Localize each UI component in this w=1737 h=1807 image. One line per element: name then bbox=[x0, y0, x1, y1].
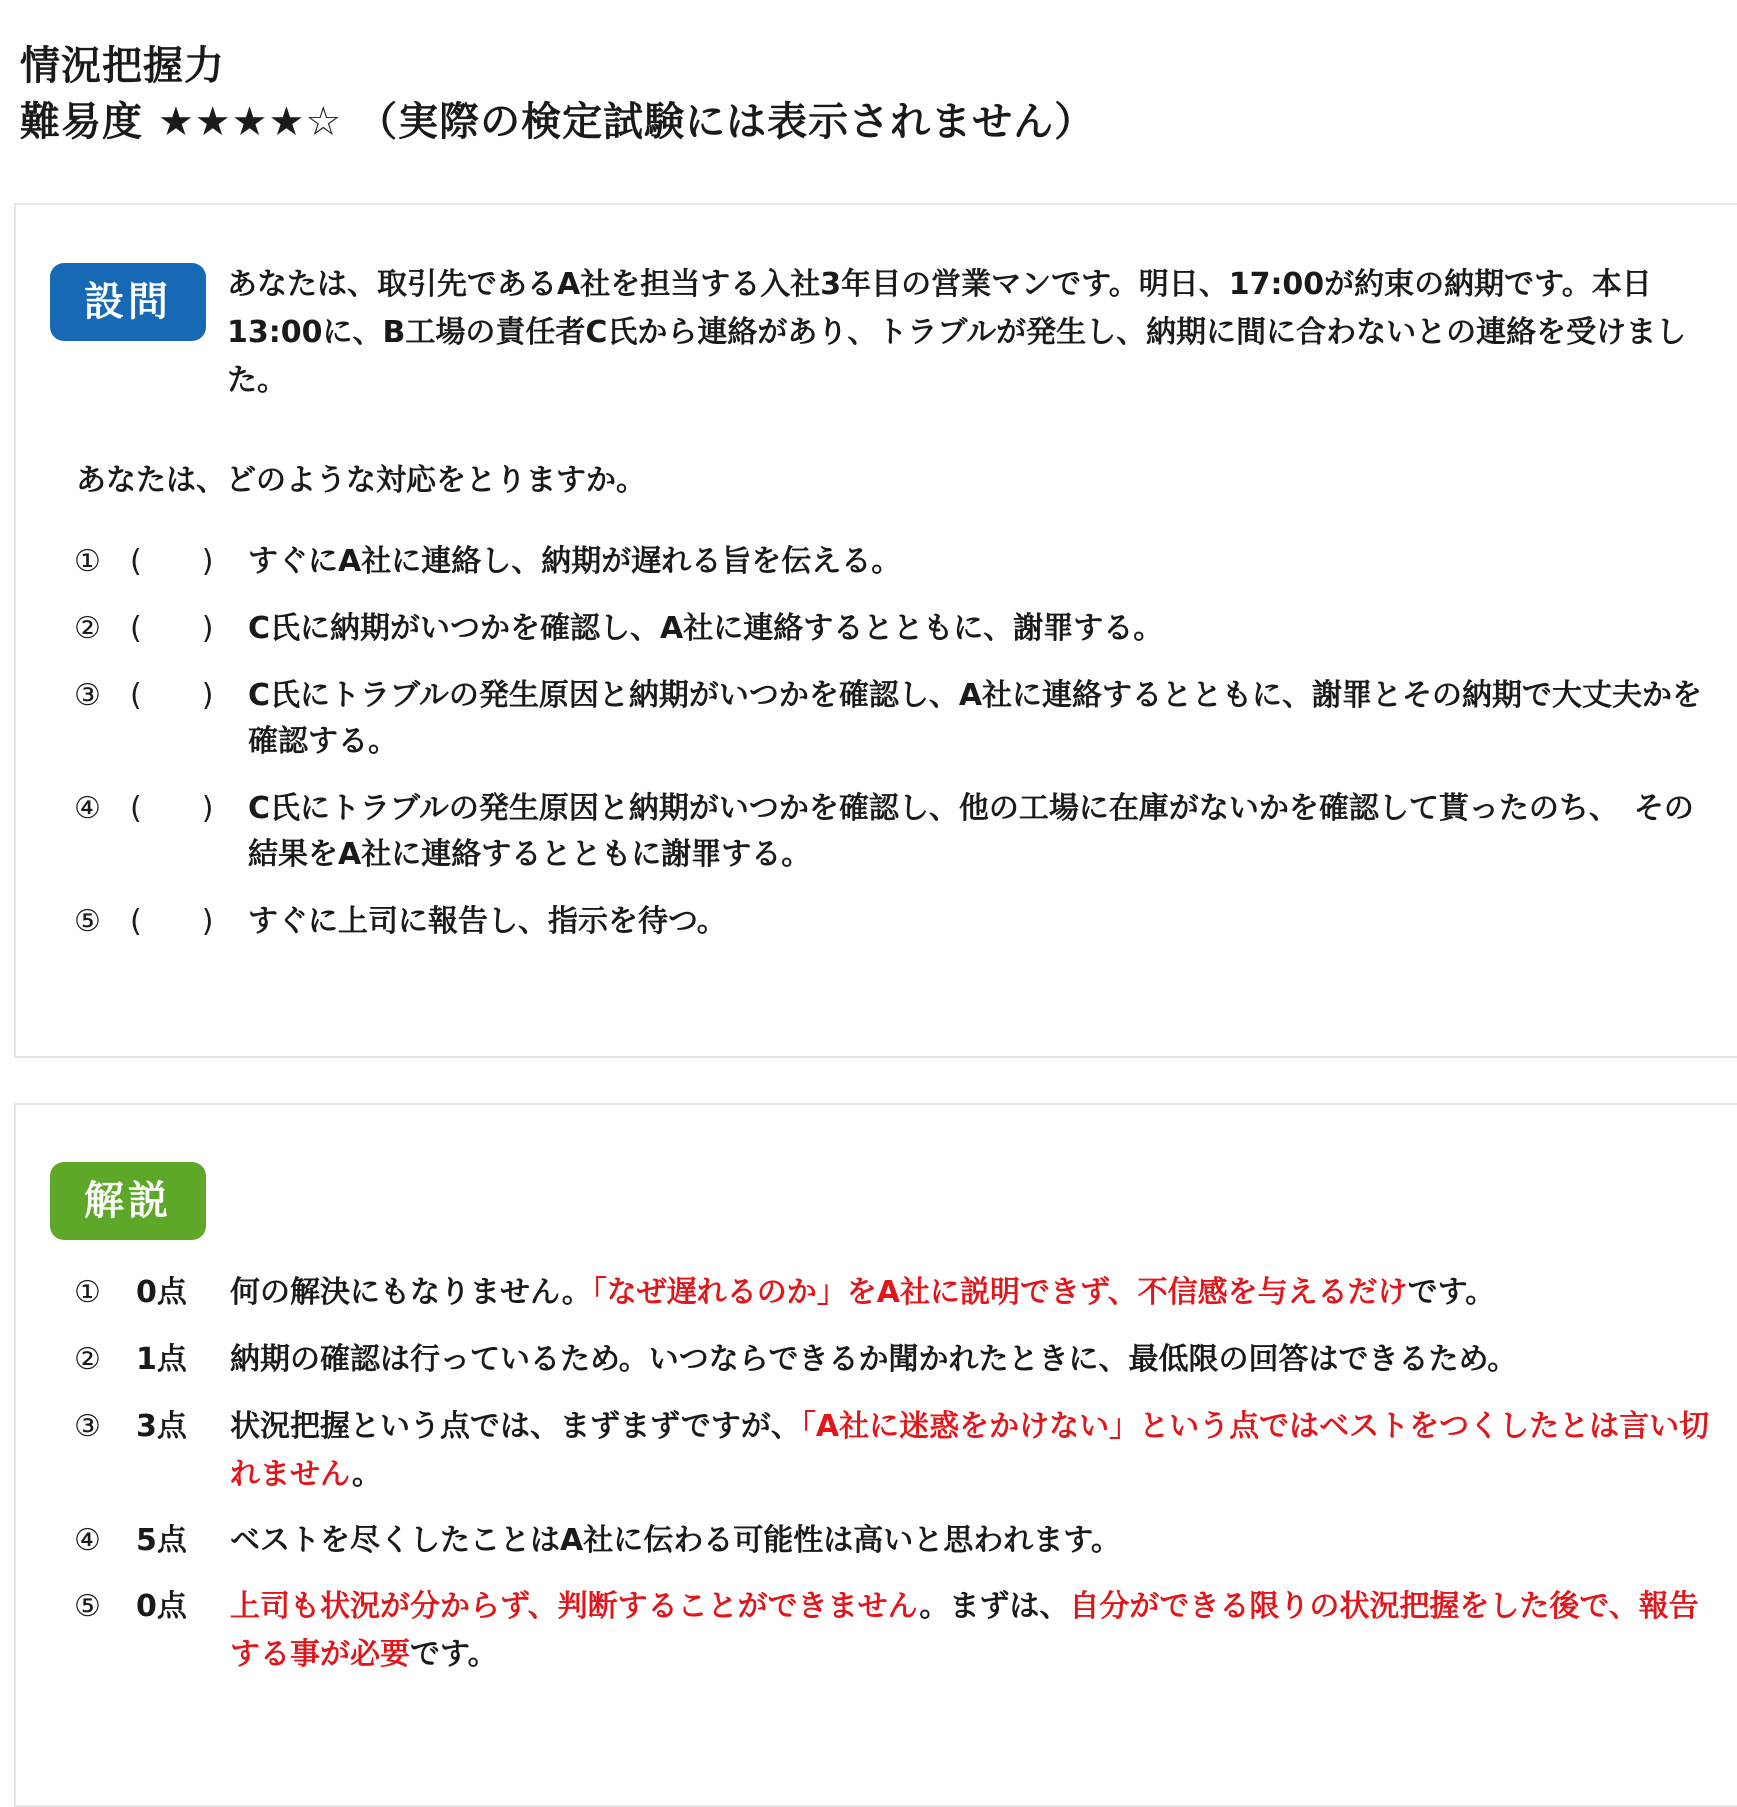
question-prompt: あなたは、どのような対応をとりますか。 bbox=[76, 463, 646, 498]
answer-text-plain: 何の解決にもなりません。 bbox=[230, 1275, 592, 1310]
answer-text bbox=[230, 1403, 1714, 1499]
explanation-panel bbox=[14, 1103, 1737, 1807]
answer-text-plain: 。まずは、 bbox=[919, 1589, 1070, 1624]
option-text: C氏に納期がいつかを確認し、A社に連絡するとともに、謝罪する。 bbox=[248, 611, 1164, 646]
answer-item-4 bbox=[74, 1517, 1714, 1565]
option-answer-blank[interactable]: ( ) bbox=[130, 791, 214, 826]
question-panel bbox=[14, 203, 1737, 1058]
option-item-3 bbox=[74, 673, 1714, 765]
answer-text-plain-end: です。 bbox=[410, 1637, 498, 1672]
answer-item-5 bbox=[74, 1583, 1714, 1679]
option-number: ① bbox=[74, 544, 101, 579]
option-text: C氏にトラブルの発生原因と納期がいつかを確認し、他の工場に在庫がないかを確認して貰ったのち、 その結果をA社に連絡するとともに謝罪する。 bbox=[248, 791, 1694, 872]
option-item-2 bbox=[74, 606, 1714, 652]
question-badge: 設問 bbox=[50, 263, 206, 341]
answer-number: ② bbox=[74, 1342, 101, 1377]
difficulty-stars: ★★★★☆ bbox=[157, 99, 343, 145]
answer-score: 0点 bbox=[136, 1589, 187, 1624]
answer-score: 1点 bbox=[136, 1342, 187, 1377]
answer-text-highlight-2: 自分ができる限りの状況把握をした後で、報告する事が必要 bbox=[230, 1589, 1699, 1672]
answer-number: ① bbox=[74, 1275, 101, 1310]
option-number: ③ bbox=[74, 678, 101, 713]
option-answer-blank[interactable]: ( ) bbox=[130, 904, 214, 939]
answer-item-2 bbox=[74, 1336, 1714, 1384]
option-text: C氏にトラブルの発生原因と納期がいつかを確認し、A社に連絡するとともに、謝罪とその納期で大丈夫かを確認する。 bbox=[248, 678, 1703, 759]
answer-text-highlight: 「なぜ遅れるのか」をA社に説明できず、不信感を与えるだけ bbox=[591, 1275, 1408, 1310]
answer-item-1 bbox=[74, 1269, 1714, 1317]
category-title: 情況把握力 bbox=[20, 43, 225, 89]
question-scenario: あなたは、取引先であるA社を担当する入社3年目の営業マンです。明日、17:00が約束の納期です。本日13:00に、B工場の責任者C氏から連絡があり、トラブルが発生し、納期に間に合わないとの連絡を受けました。 bbox=[227, 267, 1687, 398]
answer-text-highlight: 「A社に迷惑をかけない」という点ではベストをつくしたとは言い切れません bbox=[230, 1409, 1710, 1492]
option-text: すぐに上司に報告し、指示を待つ。 bbox=[248, 904, 727, 939]
answer-number: ⑤ bbox=[74, 1589, 101, 1624]
option-number: ④ bbox=[74, 791, 101, 826]
page-header bbox=[20, 38, 1095, 150]
explanation-badge: 解説 bbox=[50, 1162, 206, 1240]
option-answer-blank[interactable]: ( ) bbox=[130, 678, 214, 713]
answer-number: ④ bbox=[74, 1523, 101, 1558]
option-answer-blank[interactable]: ( ) bbox=[130, 611, 214, 646]
option-item-1 bbox=[74, 539, 1714, 585]
option-item-4 bbox=[74, 786, 1714, 878]
answer-text: 納期の確認は行っているため。いつならできるか聞かれたときに、最低限の回答はできるため。 bbox=[230, 1342, 1518, 1377]
option-number: ⑤ bbox=[74, 904, 101, 939]
difficulty-label: 難易度 bbox=[20, 99, 143, 145]
answer-text: ベストを尽くしたことはA社に伝わる可能性は高いと思われます。 bbox=[230, 1523, 1121, 1558]
answer-text-plain-end: です。 bbox=[1407, 1275, 1496, 1310]
option-number: ② bbox=[74, 611, 101, 646]
answer-number: ③ bbox=[74, 1409, 101, 1444]
difficulty-line bbox=[20, 94, 1095, 150]
difficulty-note: （実際の検定試験には表示されません） bbox=[357, 99, 1096, 145]
answer-score: 3点 bbox=[136, 1409, 187, 1444]
answer-text bbox=[230, 1583, 1714, 1679]
answer-text bbox=[230, 1269, 1714, 1317]
answer-text-plain: 状況把握という点では、まずまずですが、 bbox=[230, 1409, 801, 1444]
option-answer-blank[interactable]: ( ) bbox=[130, 544, 214, 579]
option-text: すぐにA社に連絡し、納期が遅れる旨を伝える。 bbox=[248, 544, 902, 579]
answer-text-plain-end: 。 bbox=[351, 1457, 382, 1492]
answer-item-3 bbox=[74, 1403, 1714, 1499]
option-item-5 bbox=[74, 899, 1714, 945]
answer-score: 0点 bbox=[136, 1275, 187, 1310]
answer-text-highlight: 上司も状況が分からず、判断することができません bbox=[230, 1589, 920, 1624]
answer-score: 5点 bbox=[136, 1523, 187, 1558]
